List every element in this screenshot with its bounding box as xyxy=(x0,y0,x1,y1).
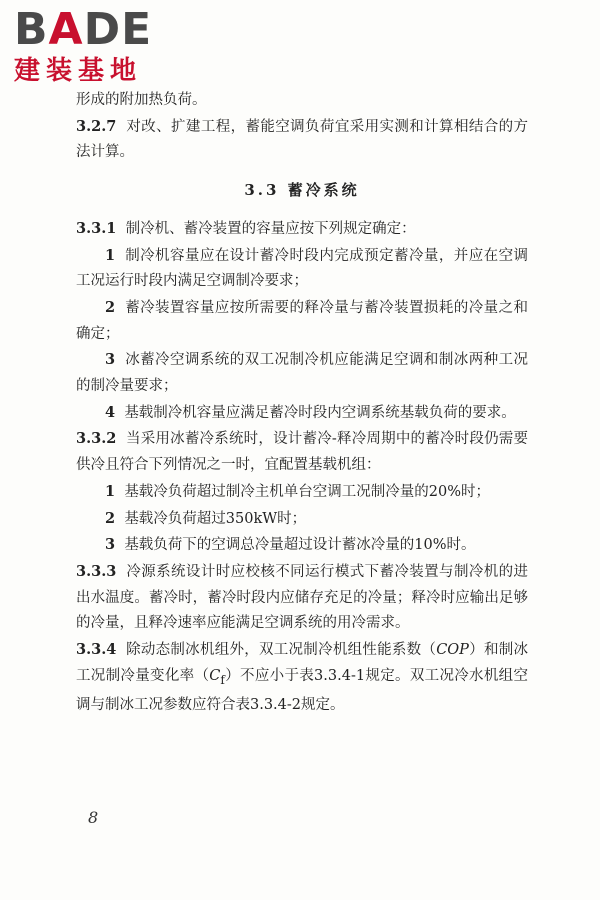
item-number: 1 xyxy=(105,482,116,500)
item-4 xyxy=(76,400,528,427)
clause-3-2-7 xyxy=(76,114,528,166)
clause-3-3-4 xyxy=(76,637,528,719)
item-number: 2 xyxy=(105,298,116,316)
clause-3-3-2 xyxy=(76,426,528,478)
item-number: 3 xyxy=(105,536,116,554)
clause-text-a: 除动态制冰机组外，双工况制冷机组性能系数（ xyxy=(126,642,437,659)
item-3 xyxy=(76,532,528,559)
item-text: 制冷机容量应在设计蓄冷时段内完成预定蓄冷量，并应在空调工况运行时段内满足空调制冷要求； xyxy=(76,247,529,290)
clause-text: 冷源系统设计时应校核不同运行模式下蓄冷装置与制冷机的进出水温度。蓄冷时，蓄冷时段内应储存充足的冷量；释冷时应输出足够的冷量，且释冷速率应能满足空调系统的用冷需求。 xyxy=(76,563,528,632)
logo-letter-b: B xyxy=(14,4,49,55)
section-heading: 3.3 蓄冷系统 xyxy=(244,181,360,200)
clause-text: 当采用冰蓄冷系统时，设计蓄冷-释冷周期中的蓄冷时段仍需要供冷且符合下列情况之一时，宜配置基载机组： xyxy=(76,431,528,474)
item-2 xyxy=(76,506,528,533)
clause-text: 制冷机、蓄冷装置的容量应按下列规定确定： xyxy=(125,220,416,237)
item-text: 基载冷负荷超过制冷主机单台空调工况制冷量的20%时； xyxy=(124,483,491,500)
item-3 xyxy=(76,347,528,399)
item-text: 基载冷负荷超过350kW时； xyxy=(124,510,307,527)
item-text: 蓄冷装置容量应按所需要的释冷量与蓄冷装置损耗的冷量之和确定； xyxy=(76,299,529,342)
page-number: 8 xyxy=(88,808,99,827)
logo-wordmark xyxy=(14,4,153,55)
logo-letter-a: A xyxy=(48,4,84,55)
clause-3-3-1 xyxy=(76,216,528,243)
logo-letters-de: DE xyxy=(83,4,153,55)
item-text: 基载制冷机容量应满足蓄冷时段内空调系统基载负荷的要求。 xyxy=(124,404,516,421)
cop-symbol: COP xyxy=(436,642,469,659)
document-body xyxy=(76,88,528,719)
clause-3-3-3 xyxy=(76,559,528,637)
item-number: 3 xyxy=(105,351,116,369)
clause-number: 3.3.2 xyxy=(76,430,117,448)
cf-subscript: f xyxy=(220,672,225,687)
clause-number: 3.3.1 xyxy=(76,219,117,237)
item-1 xyxy=(76,479,528,506)
item-text: 基载负荷下的空调总冷量超过设计蓄冰冷量的10%时。 xyxy=(124,537,476,554)
clause-text-b: ）和制冰工况制冷量变化率（ xyxy=(76,642,529,684)
item-number: 2 xyxy=(105,509,116,527)
clause-number: 3.3.3 xyxy=(76,562,117,580)
logo-subtitle: 建装基地 xyxy=(14,56,143,86)
cf-symbol: C xyxy=(209,667,221,684)
clause-number: 3.2.7 xyxy=(76,117,117,135)
item-number: 1 xyxy=(105,246,116,264)
item-text: 冰蓄冷空调系统的双工况制冷机应能满足空调和制冰两种工况的制冷量要求； xyxy=(76,352,529,395)
item-2 xyxy=(76,295,528,347)
clause-text-c: ）不应小于表3.3.4-1规定。双工况冷水机组空调与制冰工况参数应符合表3.3.4-2规定。 xyxy=(76,667,528,714)
clause-text: 对改、扩建工程，蓄能空调负荷宜采用实测和计算相结合的方法计算。 xyxy=(76,118,528,161)
clause-number: 3.3.4 xyxy=(76,641,117,659)
paragraph-continuation: 形成的附加热负荷。 xyxy=(76,92,207,108)
item-number: 4 xyxy=(105,403,116,421)
bade-logo xyxy=(14,4,184,88)
item-1 xyxy=(76,243,528,295)
